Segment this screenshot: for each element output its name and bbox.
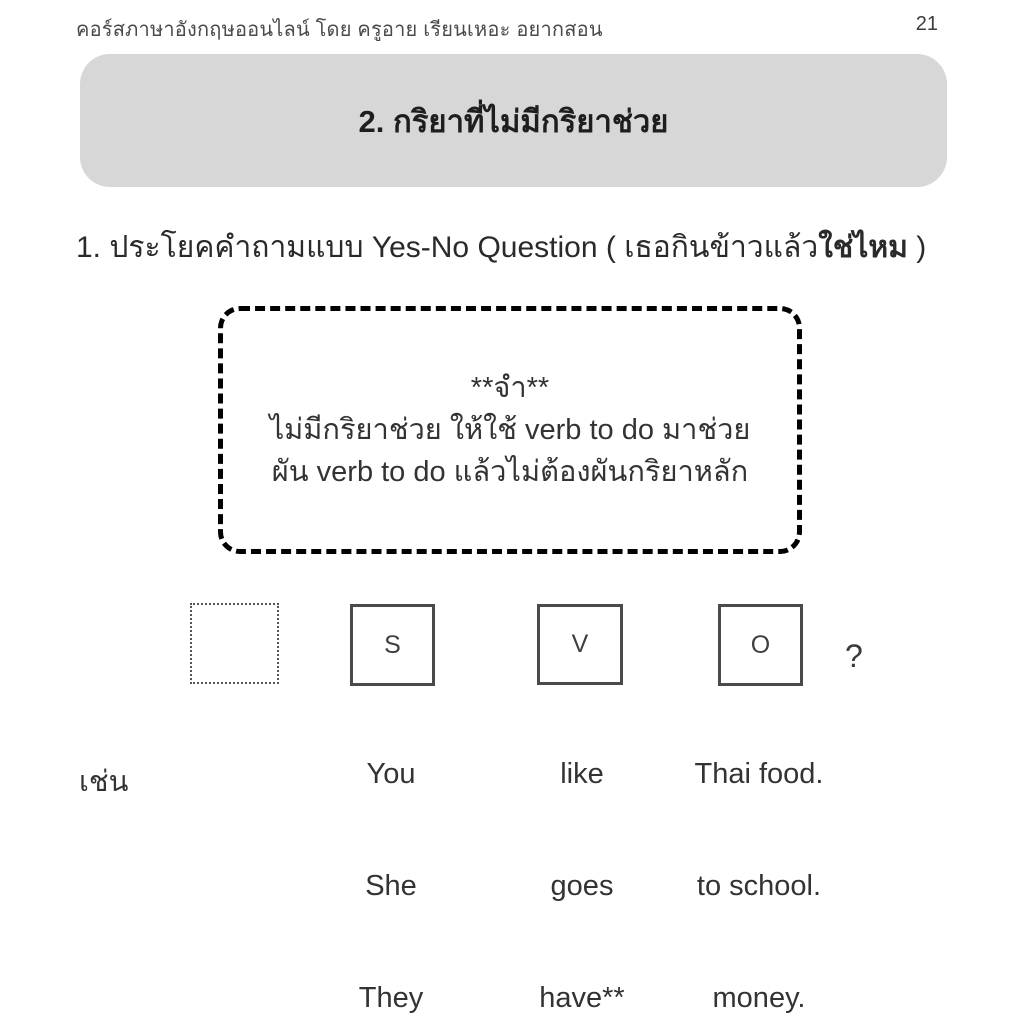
topic-heading-suffix: ) <box>907 231 927 264</box>
note-line-3: ผัน verb to do แล้วไม่ต้องผันกริยาหลัก <box>271 456 749 488</box>
structure-subject-box <box>350 604 435 686</box>
example-row3-subject: They <box>358 982 424 1014</box>
structure-blank-box <box>190 603 279 684</box>
note-line-2: ไม่มีกริยาช่วย ให้ใช้ verb to do มาช่วย <box>269 414 751 446</box>
example-row3-verb: have** <box>539 982 625 1014</box>
section-banner <box>80 54 947 187</box>
example-row1-object: Thai food. <box>694 758 824 790</box>
topic-heading-prefix: 1. ประโยคคำถามแบบ Yes-No Question ( เธอกินข้าวแล้ว <box>76 231 819 264</box>
topic-heading <box>76 224 926 271</box>
header-course-title: คอร์สภาษาอังกฤษออนไลน์ โดย ครูอาย เรียนเหอะ อยากสอน <box>76 19 603 41</box>
example-row3-object: money. <box>712 982 806 1014</box>
example-row1-verb: like <box>560 758 604 790</box>
structure-object-label: O <box>750 630 771 659</box>
structure-object-box <box>718 604 803 686</box>
page-number: 21 <box>915 13 938 35</box>
example-label: เช่น <box>79 766 129 798</box>
question-mark: ? <box>845 638 863 674</box>
topic-heading-bold: ใช่ไหม <box>818 231 908 264</box>
note-line-1: **จำ** <box>470 372 550 404</box>
structure-verb-box <box>537 604 623 685</box>
structure-subject-label: S <box>384 630 401 659</box>
example-row2-object: to school. <box>696 870 822 902</box>
remember-note-box <box>218 306 802 554</box>
section-title: 2. กริยาที่ไม่มีกริยาช่วย <box>358 103 669 139</box>
example-row1-subject: You <box>366 758 416 790</box>
structure-verb-label: V <box>571 630 589 658</box>
example-row2-subject: She <box>365 870 417 902</box>
example-row2-verb: goes <box>550 870 614 902</box>
